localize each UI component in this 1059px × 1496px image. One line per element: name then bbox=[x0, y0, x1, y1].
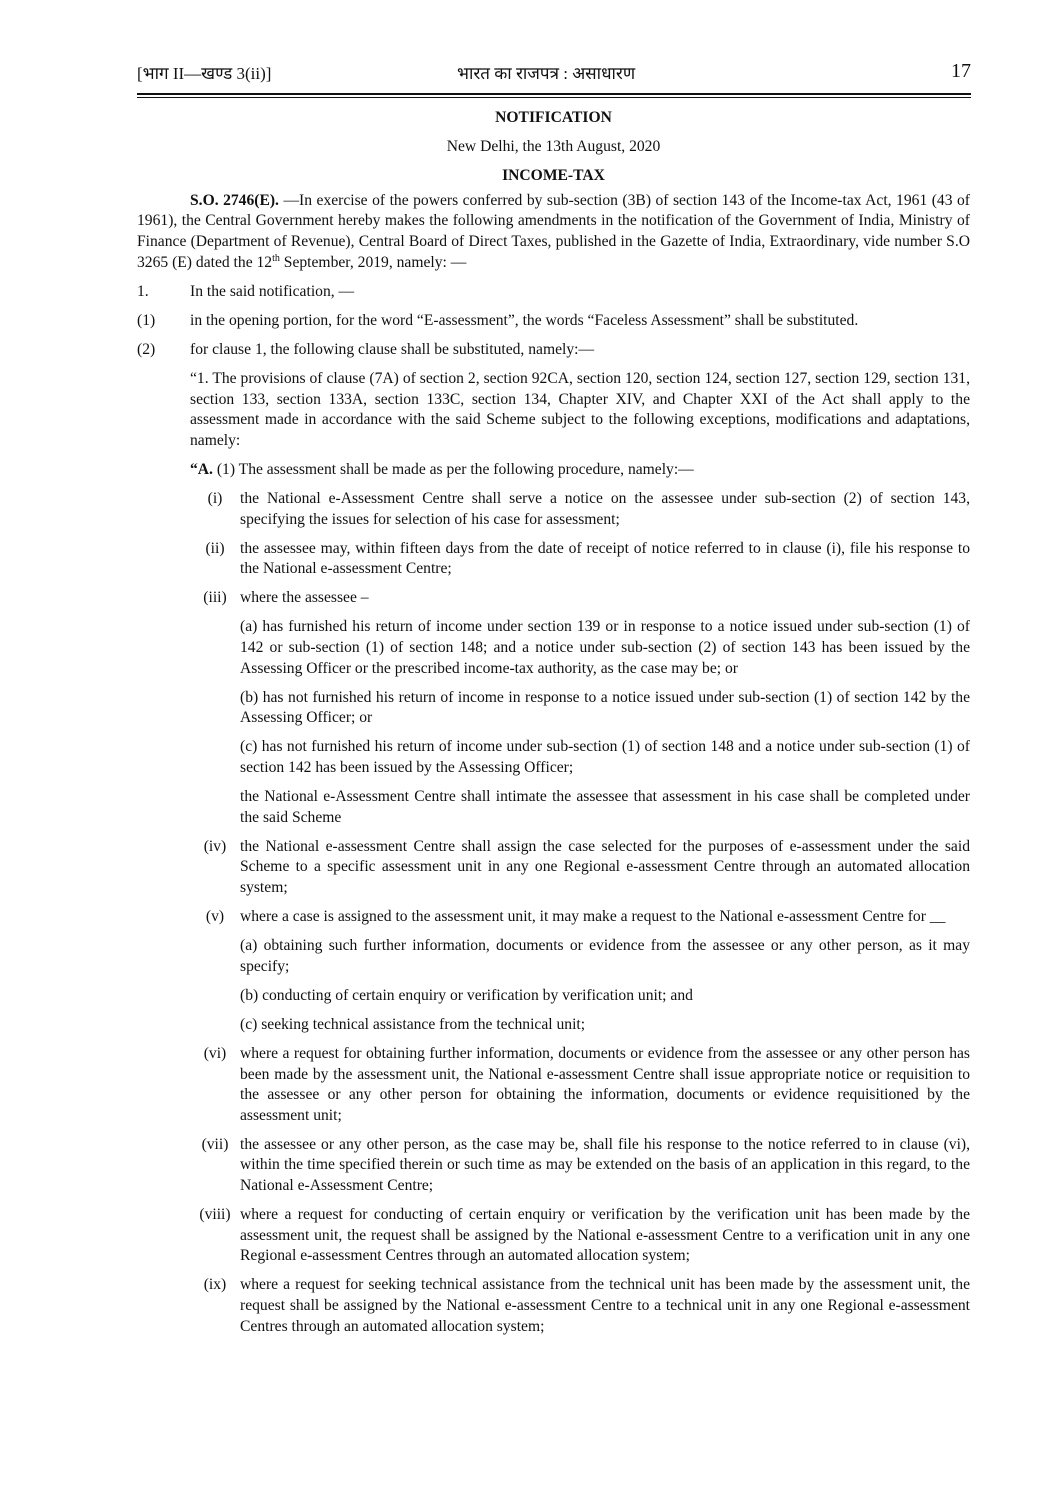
clause-text: (1) The assessment shall be made as per the following procedure, namely:— bbox=[212, 460, 694, 478]
preamble-text: —In exercise of the powers conferred by sub-section (3B) of section 143 of the Income-tax Act, 1961 (43 of 1961), the Central Government hereby makes the following amendments in the notification of the Government of India, Ministry of Finance (Department of Revenue), Central Board of Direct Taxes, published in the Gazette of India, Extraordinary, vide number S.O 3265 (E) dated the 12 bbox=[137, 191, 970, 271]
preamble bbox=[137, 191, 970, 273]
sub-number: (ii) bbox=[205, 539, 225, 557]
sub-text: where a request for obtaining further information, documents or evidence from the assessee or any other person has been made by the assessment unit, the National e-assessment Centre shall issue appropriate notice or requisition to the assessee or any other person for obtaining the information, documents or evidence requisitioned by the assessment unit; bbox=[240, 1044, 970, 1124]
clause-1-text: “1. The provisions of clause (7A) of section 2, section 92CA, section 120, section 124, section 127, section 129, section 131, section 133, section 133A, section 133C, section 134, Chapter XIV, and Chapter XXI of the Act shall apply to the assessment made in accordance with the said Scheme subject to the following exceptions, modifications and adaptations, namely: bbox=[190, 369, 970, 449]
sub-clause bbox=[190, 837, 970, 899]
sub-clause bbox=[190, 539, 970, 580]
list-item bbox=[137, 311, 970, 332]
clause-label: “A. bbox=[190, 460, 213, 478]
sub-text: where the assessee – bbox=[240, 589, 369, 607]
sub-clause bbox=[190, 1135, 970, 1197]
sub-clause bbox=[190, 588, 970, 609]
sub-part: (a) obtaining such further information, documents or evidence from the assessee or any other person, as it may specify; bbox=[240, 937, 970, 975]
item-number: (2) bbox=[137, 340, 156, 358]
sub-number: (v) bbox=[205, 908, 225, 925]
header-rule bbox=[137, 97, 971, 98]
item-number: 1. bbox=[137, 282, 149, 300]
sub-part: (c) has not furnished his return of income under sub-section (1) of section 148 and a notice under sub-section (1) of section 142 has been issued by the Assessing Officer; bbox=[240, 738, 970, 776]
sub-number: (viii) bbox=[199, 1206, 231, 1224]
list-item bbox=[137, 282, 970, 303]
sub-number: (vi) bbox=[203, 1044, 227, 1062]
sub-part: (a) has furnished his return of income under section 139 or in response to a notice issued under sub-section (1) of 142 or sub-section (1) of section 148; and a notice under sub-section (2) of section 143 has been issued by the Assessing Officer or the prescribed income-tax authority, as the case may be; or bbox=[240, 618, 970, 677]
sub-text: where a request for seeking technical assistance from the technical unit has been made by the assessment unit, the request shall be assigned by the National e-assessment Centre to a technical unit in any one Regional e-assessment Centres through an automated allocation system; bbox=[240, 1276, 970, 1335]
sub-number: (i) bbox=[207, 489, 223, 507]
sub-clause bbox=[190, 1275, 970, 1337]
sub-part: (b) conducting of certain enquiry or verification by verification unit; and bbox=[240, 986, 693, 1004]
sub-text: the National e-Assessment Centre shall serve a notice on the assessee under sub-section (2) of section 143, specifying the issues for selection of his case for assessment; bbox=[240, 489, 970, 528]
sub-number: (ix) bbox=[203, 1276, 227, 1294]
preamble-text: September, 2019, namely: — bbox=[279, 253, 467, 271]
sub-part: the National e-Assessment Centre shall intimate the assessee that assessment in his case shall be completed under the said Scheme bbox=[240, 788, 970, 826]
sub-text: where a case is assigned to the assessment unit, it may make a request to the National e-assessment Centre for __ bbox=[240, 908, 946, 925]
header-part: [भाग II—खण्ड 3(ii)] bbox=[137, 64, 272, 83]
notification-title: NOTIFICATION bbox=[495, 109, 612, 126]
clause-a bbox=[190, 460, 970, 481]
superscript: th bbox=[272, 252, 280, 264]
sub-clause bbox=[190, 907, 970, 928]
sub-number: (iv) bbox=[203, 837, 227, 855]
sub-text: the assessee may, within fifteen days from the date of receipt of notice referred to in clause (i), file his response to the National e-assessment Centre; bbox=[240, 539, 970, 578]
item-text: for clause 1, the following clause shall be substituted, namely:— bbox=[190, 340, 595, 358]
item-number: (1) bbox=[137, 311, 156, 329]
dateline: New Delhi, the 13th August, 2020 bbox=[446, 138, 661, 156]
sub-clause bbox=[190, 1205, 970, 1267]
sub-clause bbox=[190, 1044, 970, 1126]
running-header bbox=[137, 60, 971, 88]
sub-number: (iii) bbox=[203, 589, 227, 607]
sub-text: the National e-assessment Centre shall assign the case selected for the purposes of e-assessment under the said Scheme to a specific assessment unit in any one Regional e-assessment Centre through an automated allocation system; bbox=[240, 837, 970, 896]
header-rule bbox=[137, 93, 971, 95]
sub-part: (c) seeking technical assistance from the technical unit; bbox=[240, 1015, 586, 1033]
item-text: in the opening portion, for the word “E-assessment”, the words “Faceless Assessment” shall be substituted. bbox=[190, 311, 859, 329]
sub-clause bbox=[190, 489, 970, 530]
sub-part: (b) has not furnished his return of income in response to a notice issued under sub-section (1) of section 142 by the Assessing Officer; or bbox=[240, 688, 970, 727]
item-text: In the said notification, — bbox=[190, 282, 355, 300]
subject-heading: INCOME-TAX bbox=[502, 167, 605, 185]
list-item bbox=[137, 340, 970, 361]
sub-number: (vii) bbox=[201, 1135, 229, 1153]
sub-text: the assessee or any other person, as the case may be, shall file his response to the notice referred to in clause (vi), within the time specified therein or such time as may be extended on the basis of an application in this regard, to the National e-Assessment Centre; bbox=[240, 1135, 970, 1195]
so-number: S.O. 2746(E). bbox=[190, 191, 279, 209]
document-body bbox=[137, 108, 970, 1346]
page-number: 17 bbox=[951, 60, 971, 82]
header-gazette-title: भारत का राजपत्र : असाधारण bbox=[457, 64, 636, 83]
sub-text: where a request for conducting of certain enquiry or verification by the verification unit has been made by the assessment unit, the request shall be assigned by the National e-assessment Centre to a verification unit in any one Regional e-assessment Centres through an automated allocation system; bbox=[240, 1206, 970, 1265]
